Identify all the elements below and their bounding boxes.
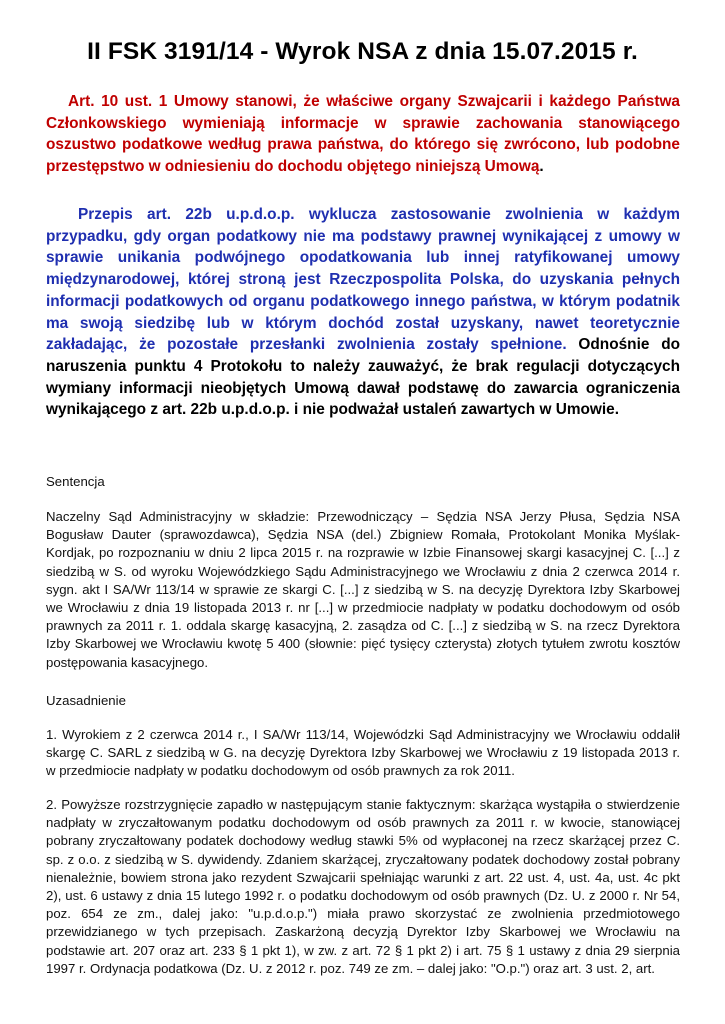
uzasadnienie-heading: Uzasadnienie [46,693,126,708]
document-title: II FSK 3191/14 - Wyrok NSA z dnia 15.07.2015 r. [87,38,638,65]
thesis-blue-text: Przepis art. 22b u.p.d.o.p. wyklucza zastosowanie zwolnienia w każdym przypadku, gdy organ podatkowy nie ma podstawy prawnej wynikającej z umowy w sprawie unikania podwójnego opodatkowania lub innej ratyfikowanej umowy międzynarodowej, której stroną jest Rzeczpospolita Polska, do uzyskania pełnych informacji podatkowych od organu podatkowego innego państwa, w którym podatnik ma swoją siedzibę lub w którym dochód został uzyskany, nawet teoretycznie zakładając, że pozostałe przesłanki zwolnienia zostały spełnione. [46,206,680,354]
thesis-red-text: Art. 10 ust. 1 Umowy stanowi, że właściwe organy Szwajcarii i każdego Państwa Członkowskiego wymieniają informacje w sprawie zachowania stanowiącego oszustwo podatkowe według prawa państwa, do którego się zwrócono, lub podobne przestępstwo w odniesieniu do dochodu objętego niniejszą Umową [46,93,680,176]
thesis-red-end: . [539,158,544,176]
thesis-art-22b [46,204,680,421]
sentencja-heading: Sentencja [46,474,105,489]
thesis-article-10 [46,91,680,178]
thesis-black-text: Odnośnie do naruszenia punktu 4 Protokołu to należy zauważyć, że brak regulacji dotyczących wymiany informacji nieobjętych Umową dawał podstawę do zawarcia ograniczenia wynikającego z art. 22b u.p.d.o.p. i nie podważał ustaleń zawartych w Umowie. [46,336,680,419]
paragraph-1: 1. Wyrokiem z 2 czerwca 2014 r., I SA/Wr 113/14, Wojewódzki Sąd Administracyjny we Wrocławiu oddalił skargę C. SARL z siedzibą w G. na decyzję Dyrektora Izby Skarbowej we Wrocławiu z 19 listopada 2013 r. w przedmiocie nadpłaty w podatku dochodowym od osób prawnych za rok 2011. [46,727,680,779]
paragraph-2: 2. Powyższe rozstrzygnięcie zapadło w następującym stanie faktycznym: skarżąca wystąpiła o stwierdzenie nadpłaty w zryczałtowanym podatku dochodowym od osób prawnych za 2011 r. w kwocie, stanowiącej pobrany zryczałtowany podatek dochodowy według stawki 5% od wypłaconej na rzecz skarżącej przez C. sp. z o.o. z siedzibą w S. dywidendy. Zdaniem skarżącej, zryczałtowany podatek dochodowy został pobrany nienależnie, bowiem strona jako rezydent Szwajcarii spełniając warunki z art. 22 ust. 4, ust. 4a, ust. 4c pkt 2), ust. 6 ustawy z dnia 15 lutego 1992 r. o podatku dochodowym od osób prawnych (Dz. U. z 2000 r. Nr 54, poz. 654 ze zm., dalej jako: "u.p.d.o.p.") miała prawo skorzystać ze zwolnienia przedmiotowego przewidzianego w tych przepisach. Zaskarżoną decyzją Dyrektor Izby Skarbowej we Wrocławiu na podstawie art. 207 oraz art. 233 § 1 pkt 1), w zw. z art. 72 § 1 pkt 2) i art. 75 § 1 ustawy z dnia 29 sierpnia 1997 r. Ordynacja podatkowa (Dz. U. z 2012 r. poz. 749 ze zm. – dalej jako: "O.p.") oraz art. 3 ust. 2, art. [46,797,680,976]
sentencja-text: Naczelny Sąd Administracyjny w składzie: Przewodniczący – Sędzia NSA Jerzy Płusa, Sędzia NSA Bogusław Dauter (sprawozdawca), Sędzia NSA (del.) Zbigniew Romała, Protokolant Monika Myślak-Kordjak, po rozpoznaniu w dniu 2 lipca 2015 r. na rozprawie w Izbie Finansowej skargi kasacyjnej C. [...] z siedzibą w S. od wyroku Wojewódzkiego Sądu Administracyjnego we Wrocławiu z dnia 2 czerwca 2014 r. sygn. akt I SA/Wr 113/14 w sprawie ze skargi C. [...] z siedzibą w S. na decyzję Dyrektora Izby Skarbowej we Wrocławiu z dnia 19 listopada 2013 r. nr [...] w przedmiocie nadpłaty w podatku dochodowym od osób prawnych za 2011 r. 1. oddala skargę kasacyjną, 2. zasądza od C. [...] z siedzibą w S. na rzecz Dyrektora Izby Skarbowej we Wrocławiu kwotę 5 400 (słownie: pięć tysięcy czterysta) złotych tytułem zwrotu kosztów postępowania kasacyjnego. [46,509,680,670]
